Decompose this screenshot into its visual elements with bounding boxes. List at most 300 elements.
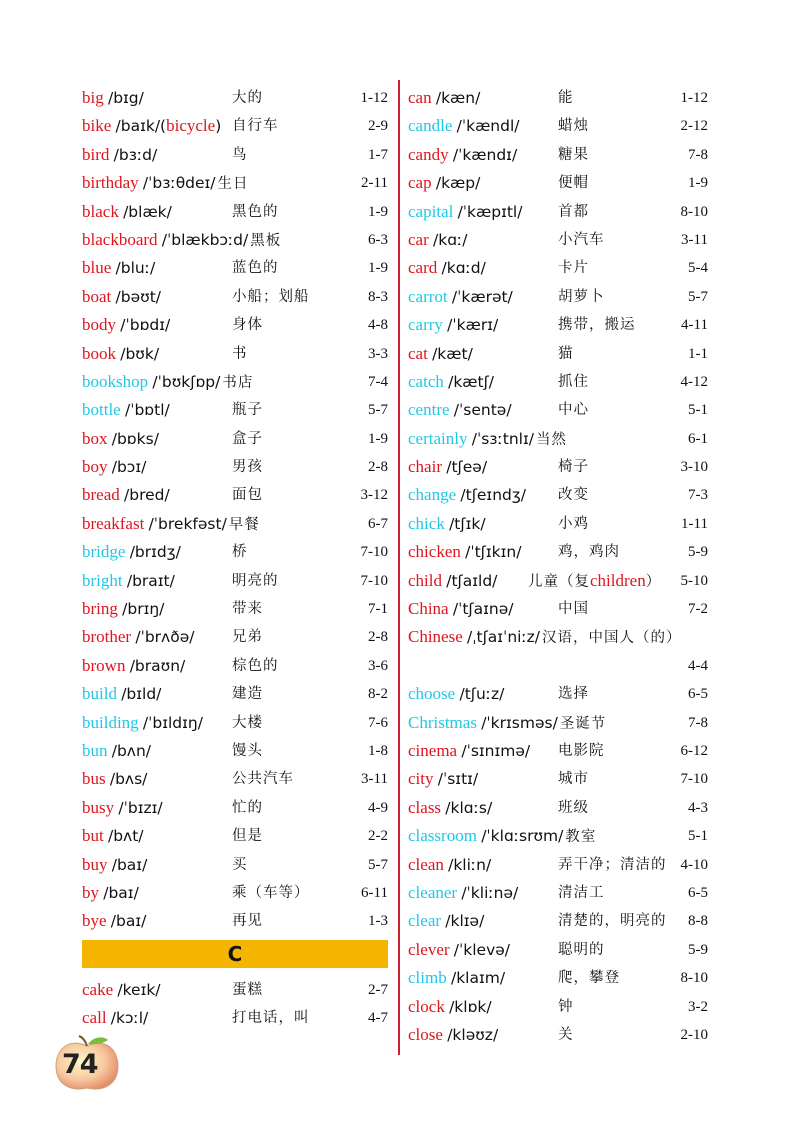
- dictionary-entry: [408, 254, 708, 282]
- dictionary-entry: [408, 510, 708, 538]
- phonetic: /ˈkærət/: [451, 287, 513, 306]
- section-letter-band: [82, 940, 388, 968]
- chinese-meaning: [232, 198, 279, 226]
- dictionary-entry: [408, 652, 708, 680]
- dictionary-entry: [408, 567, 708, 595]
- unit-reference: 4-11: [681, 317, 708, 334]
- unit-reference: 6-1: [688, 430, 708, 447]
- entry-head: [82, 400, 170, 419]
- chinese-text: 中国: [558, 601, 589, 618]
- dictionary-entry: [82, 794, 388, 822]
- entry-head: [408, 485, 526, 504]
- chinese-text: 忙的: [232, 799, 263, 816]
- page-number-badge: [52, 1034, 122, 1094]
- unit-reference: 1-9: [368, 260, 388, 277]
- entry-head: [408, 258, 486, 277]
- chinese-meaning: [558, 964, 620, 992]
- unit-reference: 4-4: [688, 657, 708, 674]
- chinese-meaning: [558, 737, 605, 765]
- dictionary-entry: [408, 283, 708, 311]
- chinese-meaning: [558, 538, 620, 566]
- dictionary-entry: [408, 765, 708, 793]
- dictionary-entry: [82, 368, 388, 396]
- chinese-text: 建造: [232, 686, 263, 703]
- phonetic: /tʃeə/: [446, 458, 488, 477]
- chinese-text: 馒头: [232, 742, 263, 759]
- dictionary-entry: [82, 311, 388, 339]
- unit-reference: 4-9: [368, 799, 388, 816]
- unit-reference: 4-10: [680, 856, 708, 873]
- chinese-text: 买: [232, 856, 248, 873]
- headword: certainly: [408, 428, 468, 448]
- entry-head: [82, 429, 159, 448]
- unit-reference: 5-1: [688, 828, 708, 845]
- headword: chick: [408, 513, 445, 533]
- headword: bread: [82, 485, 120, 505]
- phonetic: /ˈsɪtɪ/: [437, 770, 479, 789]
- headword: child: [408, 570, 442, 590]
- unit-reference: 5-7: [368, 856, 388, 873]
- chinese-meaning: [558, 283, 605, 311]
- headword: capital: [408, 201, 454, 221]
- phonetic: /klaɪm/: [450, 969, 506, 988]
- entry-head: [82, 980, 161, 999]
- phonetic: /ˈkændɪ/: [452, 145, 518, 164]
- entry-head: [408, 315, 498, 334]
- entry-head: [408, 88, 480, 107]
- phonetic: /klɪə/: [445, 912, 485, 931]
- phonetic: /ˈklevə/: [453, 940, 511, 959]
- chinese-meaning: [232, 907, 263, 935]
- dictionary-entry: [82, 1004, 388, 1032]
- dictionary-entry: [408, 907, 708, 935]
- dictionary-entry: [408, 680, 708, 708]
- unit-reference: 2-2: [368, 828, 388, 845]
- chinese-meaning: [232, 652, 279, 680]
- entry-head: [82, 88, 144, 107]
- dictionary-entry: [82, 567, 388, 595]
- chinese-text: 关: [558, 1026, 574, 1043]
- chinese-text: 糖果: [558, 146, 589, 163]
- phonetic: /ˈbɒdɪ/: [120, 316, 171, 335]
- chinese-meaning: [222, 375, 253, 391]
- unit-reference: 4-3: [688, 799, 708, 816]
- phonetic: /bɪld/: [121, 685, 162, 704]
- unit-reference: 8-10: [680, 203, 708, 220]
- entry-head: [408, 798, 492, 817]
- entry-head: [408, 855, 491, 874]
- left-column: [82, 84, 388, 1033]
- phonetic: /baɪ/: [103, 883, 139, 902]
- phonetic: /bʌt/: [107, 827, 144, 846]
- dictionary-entry: [408, 1021, 708, 1049]
- chinese-text: 小船；划船: [232, 288, 310, 305]
- chinese-text: 男孩: [232, 459, 263, 476]
- phonetic: /tʃeɪndʒ/: [460, 486, 527, 505]
- chinese-text: 鸟: [232, 146, 248, 163]
- entry-head: [408, 400, 512, 419]
- unit-reference: 5-7: [688, 288, 708, 305]
- phonetic: /ˈbɒtl/: [124, 401, 170, 420]
- chinese-meaning: [558, 198, 589, 226]
- chinese-meaning: [232, 879, 310, 907]
- entry-head: [82, 627, 194, 646]
- chinese-meaning: [536, 432, 567, 448]
- entry-head: [408, 457, 487, 476]
- entry-head: [408, 627, 540, 646]
- entry-head: [82, 741, 151, 760]
- headword: cake: [82, 979, 114, 999]
- entry-head: [82, 258, 155, 277]
- dictionary-entry: [82, 907, 388, 935]
- headword: choose: [408, 684, 456, 704]
- headword: clock: [408, 996, 445, 1016]
- entry-head: [408, 202, 522, 221]
- chinese-meaning: [232, 595, 263, 623]
- unit-reference: 8-10: [680, 970, 708, 987]
- chinese-text: 鸡，鸡肉: [558, 544, 620, 561]
- headword: classroom: [408, 826, 477, 846]
- phonetic: /blæk/: [123, 202, 172, 221]
- entry-head: [82, 230, 248, 249]
- chinese-meaning: [558, 141, 589, 169]
- phonetic: /ˈkliːnə/: [461, 883, 519, 902]
- dictionary-entry: [82, 226, 388, 254]
- phonetic: /bəʊt/: [115, 287, 162, 306]
- entry-head: [82, 372, 220, 391]
- headword: bridge: [82, 542, 126, 562]
- chinese-meaning: [232, 851, 248, 879]
- headword: bun: [82, 740, 108, 760]
- unit-reference: 7-4: [368, 373, 388, 390]
- dictionary-entry: [82, 481, 388, 509]
- chinese-text: 汉语，中国人（的）: [542, 630, 682, 647]
- entry-head: [408, 344, 473, 363]
- chinese-text: 教室: [565, 829, 597, 846]
- headword: bookshop: [82, 371, 149, 391]
- dictionary-entry: [408, 311, 708, 339]
- entry-head: [82, 315, 170, 334]
- phonetic: /kləʊz/: [447, 1025, 499, 1044]
- dictionary-entry: [408, 538, 708, 566]
- chinese-meaning: [558, 879, 605, 907]
- phonetic: /braɪt/: [126, 571, 175, 590]
- headword: clean: [408, 854, 444, 874]
- entry-head: [408, 116, 519, 135]
- chinese-text: 弄干净；清洁的: [558, 856, 667, 873]
- dictionary-entry: [82, 198, 388, 226]
- entry-head: [82, 173, 216, 192]
- headword: chicken: [408, 542, 461, 562]
- headword: China: [408, 599, 449, 619]
- chinese-meaning: [232, 141, 248, 169]
- unit-reference: 1-9: [368, 430, 388, 447]
- chinese-text: 卡片: [558, 260, 589, 277]
- headword: candy: [408, 144, 449, 164]
- entry-head: [408, 1025, 498, 1044]
- unit-reference: 8-3: [368, 288, 388, 305]
- phonetic: /ˈkæpɪtl/: [457, 202, 523, 221]
- dictionary-entry: [408, 425, 708, 453]
- entry-head: [82, 344, 159, 363]
- chinese-meaning: [558, 340, 574, 368]
- chinese-meaning: [232, 254, 279, 282]
- chinese-text: 小鸡: [558, 515, 589, 532]
- headword: by: [82, 882, 99, 902]
- unit-reference: 5-7: [368, 402, 388, 419]
- phonetic: /ˈbrʌðə/: [135, 628, 195, 647]
- dictionary-entry: [82, 283, 388, 311]
- dictionary-entry: [408, 993, 708, 1021]
- entry-head: [408, 173, 480, 192]
- dictionary-entry: [408, 595, 708, 623]
- phonetic: /ˈbɜːθdeɪ/: [142, 174, 216, 193]
- phonetic: /ˈkændl/: [456, 117, 520, 136]
- headword: catch: [408, 371, 444, 391]
- dictionary-entry: [408, 623, 708, 651]
- chinese-text: 爬，攀登: [558, 970, 620, 987]
- headword: bike: [82, 116, 112, 136]
- unit-reference: 6-3: [368, 231, 388, 248]
- chinese-meaning: [558, 1021, 574, 1049]
- headword: candle: [408, 116, 453, 136]
- headword: carry: [408, 315, 443, 335]
- unit-reference: 7-2: [688, 601, 708, 618]
- phonetic: /bʌs/: [109, 770, 148, 789]
- entry-head: [408, 145, 517, 164]
- headword: city: [408, 769, 434, 789]
- dictionary-entry: [408, 396, 708, 424]
- entry-head: [408, 826, 563, 845]
- chinese-meaning: [232, 567, 279, 595]
- chinese-meaning: [232, 84, 263, 112]
- chinese-meaning: [558, 794, 589, 822]
- chinese-text: 能: [558, 90, 574, 106]
- entry-head: [82, 571, 175, 590]
- entry-head: [408, 769, 478, 788]
- chinese-text: 棕色的: [232, 657, 279, 674]
- phonetic: /ˈsentə/: [453, 401, 512, 420]
- dictionary-entry: [82, 652, 388, 680]
- chinese-meaning: [542, 630, 682, 646]
- unit-reference: 5-9: [688, 544, 708, 561]
- headword: breakfast: [82, 513, 145, 533]
- phonetic: /braʊn/: [129, 656, 186, 675]
- headword: bright: [82, 570, 123, 590]
- headword: black: [82, 201, 119, 221]
- phonetic: /bʌn/: [111, 741, 152, 760]
- phonetic: /ˈtʃaɪnə/: [452, 600, 514, 619]
- chinese-text: 城市: [558, 771, 589, 788]
- chinese-text: 清楚的，明亮的: [558, 913, 667, 930]
- chinese-meaning: [558, 311, 636, 339]
- chinese-meaning: [558, 993, 574, 1021]
- phonetic: /ˈbrekfəst/: [148, 514, 227, 533]
- headword: boat: [82, 286, 112, 306]
- headword: building: [82, 712, 139, 732]
- unit-reference: 6-11: [361, 884, 388, 901]
- chinese-meaning: [232, 794, 263, 822]
- headword: cleaner: [408, 882, 458, 902]
- chinese-meaning: [558, 680, 589, 708]
- dictionary-entry: [408, 226, 708, 254]
- dictionary-entry: [82, 141, 388, 169]
- dictionary-entry: [82, 623, 388, 651]
- phonetic: /ˈbɪldɪŋ/: [142, 713, 203, 732]
- chinese-text: 生日: [217, 176, 249, 193]
- chinese-meaning: [232, 311, 263, 339]
- chinese-text: 选择: [558, 686, 589, 703]
- headword: box: [82, 428, 108, 448]
- phonetic: /ˈkrɪsməs/: [481, 713, 558, 732]
- phonetic: /kɑːd/: [441, 259, 486, 278]
- entry-head: [408, 883, 518, 902]
- phonetic: /bred/: [124, 486, 170, 505]
- phonetic: /kætʃ/: [448, 372, 495, 391]
- chinese-text: 圣诞节: [559, 715, 607, 732]
- entry-head: [408, 287, 513, 306]
- unit-reference: 6-5: [688, 686, 708, 703]
- chinese-meaning: [558, 84, 574, 112]
- unit-reference: 2-9: [368, 118, 388, 135]
- chinese-text: 首都: [558, 203, 589, 220]
- dictionary-entry: [408, 198, 708, 226]
- dictionary-entry: [82, 595, 388, 623]
- chinese-meaning: [232, 481, 263, 509]
- dictionary-entry: [408, 481, 708, 509]
- headword: book: [82, 343, 116, 363]
- entry-head: [82, 798, 163, 817]
- headword: big: [82, 88, 104, 107]
- plural-form: children: [590, 570, 646, 590]
- phonetic: /klɒk/: [449, 997, 492, 1016]
- unit-reference: 1-1: [688, 345, 708, 362]
- headword: brother: [82, 627, 132, 647]
- phonetic: /tʃɪk/: [449, 514, 486, 533]
- unit-reference: 1-3: [368, 913, 388, 930]
- entry-head: [82, 287, 161, 306]
- dictionary-entry: [408, 340, 708, 368]
- chinese-text: 但是: [232, 828, 263, 845]
- chinese-meaning: [558, 226, 605, 254]
- unit-reference: 6-5: [688, 884, 708, 901]
- chinese-meaning: [565, 829, 596, 845]
- chinese-text: 大楼: [232, 714, 263, 731]
- phonetic: /kɑː/: [433, 230, 468, 249]
- chinese-meaning: [528, 567, 661, 596]
- headword: bus: [82, 769, 106, 789]
- chinese-meaning: [232, 453, 263, 481]
- phonetic: /kæt/: [432, 344, 473, 363]
- column-divider: [398, 80, 400, 1055]
- chinese-meaning: [558, 907, 667, 935]
- entry-head: [408, 997, 492, 1016]
- headword: card: [408, 258, 438, 278]
- phonetic: /brɪŋ/: [122, 600, 165, 619]
- entry-head: [82, 656, 185, 675]
- chinese-text: 胡萝卜: [558, 288, 605, 305]
- chinese-text: 公共汽车: [232, 771, 294, 788]
- headword: body: [82, 315, 116, 335]
- dictionary-entry: [82, 84, 388, 112]
- phonetic: /baɪ/: [111, 855, 148, 874]
- entry-head: [408, 713, 558, 732]
- chinese-text: 椅子: [558, 459, 589, 476]
- headword: climb: [408, 968, 447, 988]
- chinese-meaning: [558, 595, 589, 623]
- chinese-meaning: [558, 851, 667, 879]
- headword: clear: [408, 911, 442, 931]
- dictionary-entry: [82, 340, 388, 368]
- chinese-text: 桥: [232, 544, 248, 561]
- dictionary-entry: [408, 936, 708, 964]
- headword: class: [408, 797, 442, 817]
- unit-reference: 2-11: [361, 175, 388, 192]
- section-letter: C: [227, 941, 243, 966]
- entry-head: [82, 826, 144, 845]
- chinese-text: 蜡烛: [558, 118, 589, 135]
- chinese-meaning: [232, 822, 263, 850]
- headword: birthday: [82, 173, 139, 193]
- chinese-meaning: [558, 112, 589, 140]
- chinese-meaning: [232, 976, 263, 1004]
- unit-reference: 8-8: [688, 913, 708, 930]
- entry-head: [82, 713, 203, 732]
- entry-head: [82, 116, 221, 135]
- dictionary-entry: [82, 737, 388, 765]
- entry-head: [82, 145, 157, 164]
- chinese-text: 书: [232, 345, 248, 362]
- entry-head: [82, 542, 181, 561]
- chinese-meaning: [232, 538, 248, 566]
- unit-reference: 7-10: [680, 771, 708, 788]
- dictionary-entry: [82, 879, 388, 907]
- phonetic: /baɪ/: [110, 912, 147, 931]
- unit-reference: 3-6: [368, 657, 388, 674]
- unit-reference: 2-8: [368, 629, 388, 646]
- phonetic: /bluː/: [115, 259, 156, 278]
- chinese-meaning: [558, 396, 589, 424]
- entry-head: [82, 202, 172, 221]
- dictionary-entry: [82, 510, 388, 538]
- chinese-text: 携带，搬运: [558, 317, 636, 334]
- chinese-meaning: [229, 517, 260, 533]
- dictionary-entry: [82, 254, 388, 282]
- entry-head: [82, 855, 147, 874]
- dictionary-entry: [408, 169, 708, 197]
- chinese-meaning: [232, 425, 263, 453]
- chinese-text: 黑板: [250, 232, 282, 249]
- headword: busy: [82, 797, 115, 817]
- dictionary-entry: [408, 851, 708, 879]
- headword: car: [408, 229, 429, 249]
- headword: brown: [82, 655, 126, 675]
- chinese-text: 盒子: [232, 430, 263, 447]
- phonetic: /ˈbɪzɪ/: [118, 798, 163, 817]
- chinese-meaning: [558, 169, 589, 197]
- chinese-meaning: [232, 340, 248, 368]
- phonetic: /kɔːl/: [110, 1009, 149, 1028]
- unit-reference: 8-2: [368, 686, 388, 703]
- chinese-meaning: [232, 1004, 310, 1032]
- right-column: [408, 84, 708, 1049]
- headword: change: [408, 485, 457, 505]
- unit-reference: 1-9: [368, 203, 388, 220]
- chinese-text: 身体: [232, 317, 263, 334]
- unit-reference: 4-7: [368, 1010, 388, 1027]
- dictionary-entry: [82, 765, 388, 793]
- phonetic: /bɒks/: [111, 429, 159, 448]
